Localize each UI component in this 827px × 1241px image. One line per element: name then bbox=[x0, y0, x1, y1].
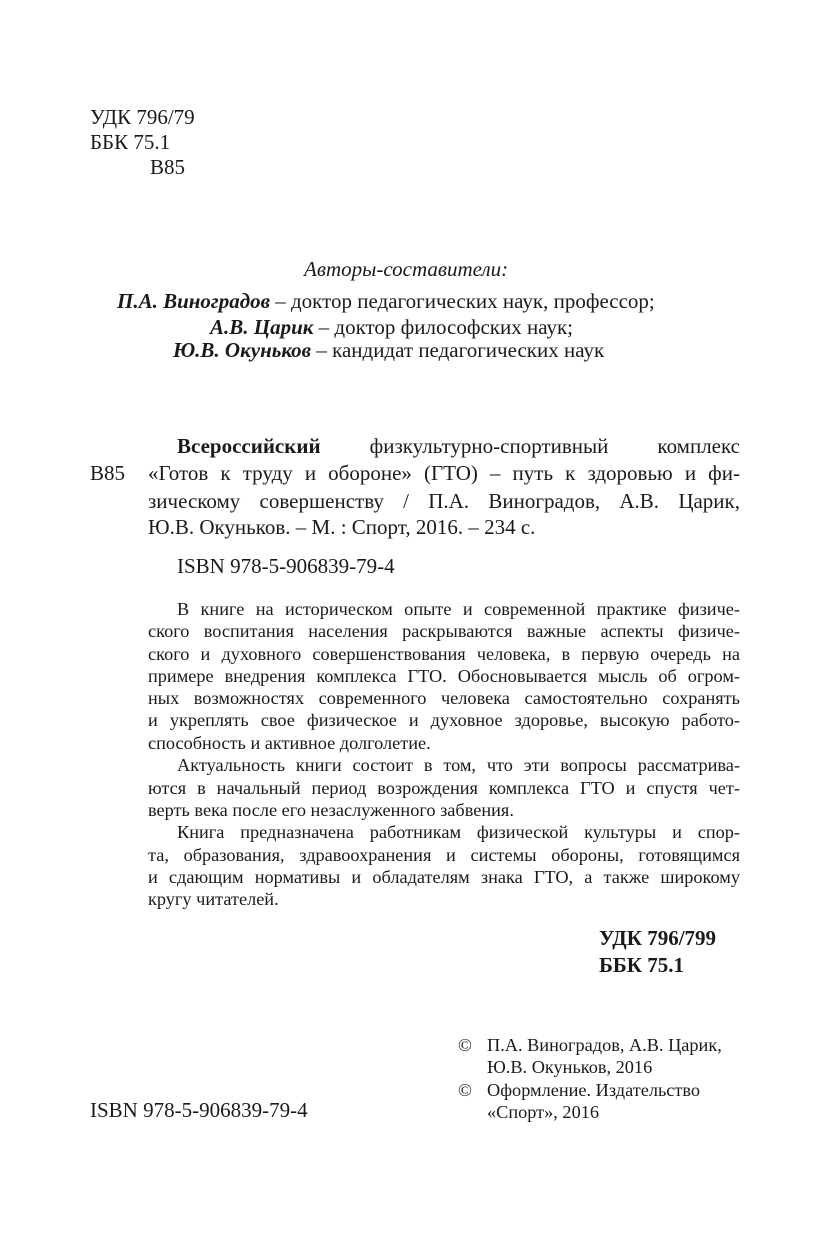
annotation-line: Книга предназначена работникам физической культуры и спор- bbox=[177, 822, 740, 842]
record-line-1 bbox=[177, 433, 740, 459]
annotation-line: ных возможностях современного человека самостоятельно сохранять bbox=[148, 688, 740, 708]
author-mark: В85 bbox=[150, 155, 186, 179]
authors-heading: Авторы-составители: bbox=[304, 257, 509, 281]
author-role: – кандидат педагогических наук bbox=[311, 338, 605, 362]
annotation-line: верть века после его незаслуженного забвения. bbox=[148, 800, 514, 820]
copyright-2-line-2: «Спорт», 2016 bbox=[487, 1102, 599, 1122]
copyright-2-line-1: Оформление. Издательство bbox=[487, 1080, 701, 1100]
annotation-line: ются в начальный период возрождения комплекса ГТО и спустя чет- bbox=[148, 778, 740, 798]
annotation-line: и сдающим нормативы и обладателям знака ГТО, а также широкому bbox=[148, 867, 740, 887]
annotation-line: та, образования, здравоохранения и системы обороны, готовящимся bbox=[148, 845, 740, 865]
author-role: – доктор философских наук; bbox=[313, 315, 573, 339]
record-title-lead: Всероссийский bbox=[177, 434, 321, 458]
index-bbk: ББК 75.1 bbox=[599, 953, 684, 977]
footer-isbn: ISBN 978-5-906839-79-4 bbox=[90, 1098, 308, 1122]
record-mark: В85 bbox=[90, 461, 126, 485]
annotation-line: Актуальность книги состоит в том, что эти вопросы рассматрива- bbox=[177, 755, 740, 775]
record-isbn: ISBN 978-5-906839-79-4 bbox=[177, 554, 395, 578]
annotation-line: ского и духовного совершенствования человека, в первую очередь на bbox=[148, 644, 740, 664]
annotation-line: способность и активное долголетие. bbox=[148, 733, 431, 753]
author-line-1 bbox=[117, 288, 655, 314]
annotation-line: примере внедрения комплекса ГТО. Обосновывается мысль об огром- bbox=[148, 666, 740, 686]
annotation-line: кругу читателей. bbox=[148, 889, 279, 909]
record-line-2: «Готов к труду и обороне» (ГТО) – путь к здоровью и фи- bbox=[148, 461, 740, 485]
record-line-4: Ю.В. Окуньков. – М. : Спорт, 2016. – 234 с. bbox=[148, 515, 536, 539]
copyright-symbol: © bbox=[458, 1035, 472, 1055]
udk-code: УДК 796/79 bbox=[90, 105, 195, 129]
bbk-code: ББК 75.1 bbox=[90, 130, 171, 154]
copyright-1-line-1: П.А. Виноградов, А.В. Царик, bbox=[487, 1035, 722, 1055]
author-name: П.А. Виноградов bbox=[117, 289, 270, 313]
index-udk: УДК 796/799 bbox=[599, 926, 717, 950]
author-line-3 bbox=[173, 337, 604, 363]
copyright-symbol: © bbox=[458, 1080, 472, 1100]
annotation-line: и укреплять свое физическое и духовное здоровье, высокую работо- bbox=[148, 710, 740, 730]
author-name: А.В. Царик bbox=[210, 315, 314, 339]
record-line-3: зическому совершенству / П.А. Виноградов, А.В. Царик, bbox=[148, 489, 740, 513]
annotation-line: В книге на историческом опыте и современной практике физиче- bbox=[177, 599, 740, 619]
record-line-1-rest: физкультурно-спортивный комплекс bbox=[320, 434, 740, 458]
author-name: Ю.В. Окуньков bbox=[173, 338, 312, 362]
author-role: – доктор педагогических наук, профессор; bbox=[270, 289, 655, 313]
annotation-line: ского воспитания населения раскрываются важные аспекты физиче- bbox=[148, 621, 740, 641]
copyright-1-line-2: Ю.В. Окуньков, 2016 bbox=[487, 1057, 653, 1077]
